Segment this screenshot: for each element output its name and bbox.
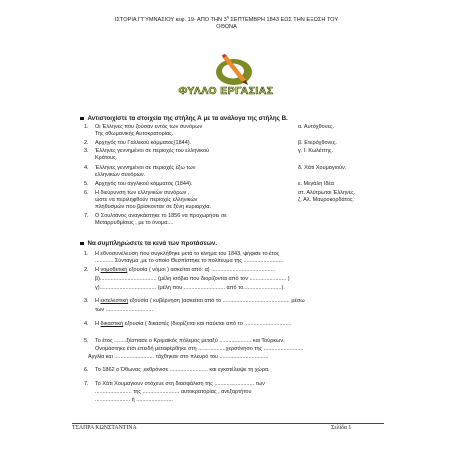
- section2-heading: Να συμπληρώσετε τα κενά των προτάσεων.: [80, 240, 217, 247]
- pencil-logo-icon: [213, 52, 255, 88]
- s1-row-3: 3. Έλληνες γεννημένοι σε περιοχές του ελληνικού: [84, 148, 210, 154]
- s1-match-d: δ. Χάτι Χουμαγιούν.: [298, 165, 347, 171]
- s2-q4: 4. Η δικαστική εξουσία ( δικαστές )διορίζεται και παύεται από το ...............................: [84, 321, 292, 327]
- s2-q5c: Αγγλία και .......................... τάχθηκαν στο πλευρό του ................................: [88, 354, 269, 360]
- s2-q1: 1. Η εθνοσυνέλευση που συγκλήθηκε μετά το κίνημα του 1843, ψήφισε το έτος: [84, 251, 280, 257]
- header-line-1: ΙΣΤΟΡΙΑ Γ'ΓΥΜΝΑΣΙΟΥ κεφ. 19- ΑΠΟ ΤΗΝ $3^\eta$ ΣΕΠΤΕΜΒΡΗ 1843 ΕΩΣ ΤΗΝ ΕΞΩΣΗ ΤΟΥ: [114, 15, 339, 23]
- s1-row-1b: Της οθωμανικής Αυτοκρατορίας.: [95, 131, 174, 137]
- section1-heading: Αντιστοιχίστε τα στοιχεία της στήλης Α με τα ανάλογα της στήλης Β.: [80, 115, 288, 122]
- s1-row-3b: Κράτους.: [95, 155, 118, 161]
- s1-row-6b: ώστε να περιληφθούν περιοχές ελληνικών: [95, 197, 198, 203]
- header-line-2: ΟΘΩΝΑ: [216, 24, 237, 31]
- s2-q5: 5. Το έτος ........ξέσπασε ο Κριμαϊκός πόλεμος μεταξύ ..................... και Τούρκων.: [84, 338, 285, 344]
- s2-q2: 2. Η νομοθετική εξουσία ( νόμοι ) ασκείται από: α) ..........................................: [84, 267, 276, 273]
- s1-match-f: στ. Αλύτρωτοι Έλληνες.: [298, 190, 356, 196]
- s2-q7c: ....................... ή ........................: [95, 397, 173, 403]
- s1-row-7b: Μεταρρυθμίσεις , με το όνομα....: [95, 220, 174, 226]
- s1-row-2: 2. Αρχηγός του Γαλλικού κόμματος(1844).: [84, 140, 192, 146]
- bullet-icon: [80, 242, 84, 246]
- s2-q5b: Ονομάστηκε έτσι επειδή μεταφέρθηκε στη ..................χερσόνησο της ..........................: [95, 346, 304, 352]
- s2-q7b: ........................ της ........................ αυτοκρατορίας , ανεξαρτήτου: [95, 389, 252, 395]
- s1-row-5: 5. Αρχηγός του αγγλικού κόμματος (1844).: [84, 181, 193, 187]
- document-header: [60, 14, 393, 32]
- s2-q1b: ............ Σύνταγμα ,με το οποίο Θεσπίστηκε το πολίτευμα της ..........................: [95, 258, 284, 264]
- s1-match-c: γ. Ι. Κωλέττης.: [298, 148, 333, 154]
- s1-row-6c: πληθυσμών που βρίσκονταν σε ξένη κυριαρχία.: [95, 204, 211, 210]
- s2-q6: 6. Το 1862 ο Όθωνας ,εκθρόνισε ......................... και εγκατέλειψε τη χώρα.: [84, 367, 270, 373]
- s1-row-1: 1. Οι Έλληνες που ζούσαν εντός των συνόρων: [84, 124, 203, 130]
- s2-q3: 3. Η εκτελεστική εξουσία ( κυβέρνηση )ασκείται από το ............................................ μέσω: [84, 298, 305, 304]
- s2-q3b: των ...............................: [95, 307, 154, 313]
- s2-q2b: β)..................................... (μέλη ισόβια που διορίζονται από τον ........................ ): [95, 276, 290, 282]
- footer-divider: [72, 423, 384, 424]
- s1-match-e: ε. Μεγάλη Ιδέα: [298, 181, 335, 187]
- footer-page-number: Σελίδα 1: [331, 425, 352, 431]
- worksheet-title: ΦΥΛΛΟ ΕΡΓΑΣΙΑΣ: [178, 85, 274, 97]
- s1-row-7: 7. Ο Σουλτάνος αναγκάστηκε το 1856 να προχωρήσει σε: [84, 213, 227, 219]
- footer-author: ΤΣΑΠΡΑ ΚΩΝΣΤΑΝΤΙΝΑ: [72, 425, 137, 431]
- s1-match-a: α. Αυτόχθονες.: [298, 124, 335, 130]
- s2-q2c: γ)..................................... (μέλη που ........................... από το.........................).: [95, 285, 285, 291]
- s1-row-4b: ελληνικών συνόρων.: [95, 172, 146, 178]
- s1-row-6: 6. Η διεύρυνση των ελληνικών συνόρων ,: [84, 190, 190, 196]
- bullet-icon: [80, 117, 84, 121]
- s1-match-b: β. Ετερόχθονες.: [298, 140, 337, 146]
- s1-row-4: 4. Έλληνες γεννημένοι σε περιοχές έξω των: [84, 165, 196, 171]
- s1-match-g: ζ. Αλ. Μαυροκορδάτος.: [298, 197, 355, 203]
- s2-q7: 7. Το Χάτι Χουμαγιουν στόχευε στη διασφάλιση της .......................... των: [84, 381, 265, 387]
